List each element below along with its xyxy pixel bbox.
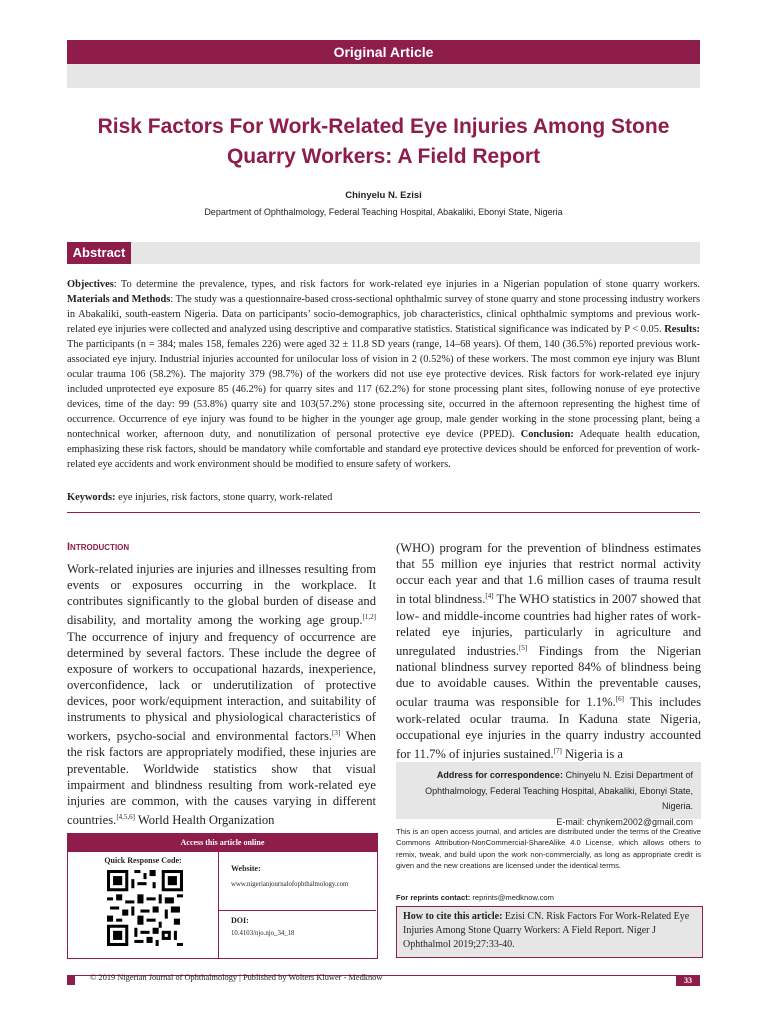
abstract-objectives-text: : To determine the prevalence, types, and risk factors for work-related eye injuries in a Nigerian population of stone quarry workers. xyxy=(113,279,700,290)
citation-ref[interactable]: [6] xyxy=(615,695,624,704)
reprints-email[interactable]: reprints@medknow.com xyxy=(470,893,554,902)
abstract-methods-label: Materials and Methods xyxy=(67,294,171,305)
cite-text: Ezisi CN. Risk Factors For Work-Related Eye Injuries Among Stone Quarry Workers: A Field Report. Niger J Ophthalmol 2019;27:33-40. xyxy=(403,911,690,950)
correspondence-line-1 xyxy=(396,768,693,784)
intro-left-p1: Work-related injuries are injuries and illnesses resulting from events or exposures occurring in the workplace. It contributes significantly to the global burden of disease and disability, and mortality among the working age group. xyxy=(67,562,376,628)
reprints-label: For reprints contact: xyxy=(396,893,471,902)
abstract-conclusion-text: Adequate health education, emphasizing these risk factors, should be mandatory while comfortable and standard eye protective devices should be enforced for prevention of work-related eye accidents and work environment should be modified to ensure safety of workers. xyxy=(67,429,700,470)
keywords-text: eye injuries, risk factors, stone quarry, work-related xyxy=(115,492,333,503)
intro-left-p4: World Health Organization xyxy=(134,812,275,827)
intro-right-p5: Nigeria is a xyxy=(561,746,623,761)
abstract-divider xyxy=(67,512,700,513)
section-banner xyxy=(67,40,700,64)
banner-gray-band xyxy=(67,64,700,88)
keywords-line xyxy=(67,490,700,505)
citation-ref[interactable]: [4] xyxy=(485,592,494,601)
website-label: Website: xyxy=(231,864,261,873)
intro-right-p4: This includes work-related ocular trauma. In Kaduna state Nigeria, occupational eye injuries in the quarry industry accounted for 11.7% of injuries sustained. xyxy=(396,695,701,761)
article-title xyxy=(67,112,700,172)
intro-left-p3: When the risk factors are appropriately modified, these injuries are preventable. Worldwide statistics show that visual impairment and blindness resulting from work-related eye injuries are common, with the causes varying in different countries. xyxy=(67,729,376,827)
qr-label: Quick Response Code: xyxy=(104,856,182,865)
abstract-header-bar xyxy=(67,242,700,264)
correspondence-line1: Chinyelu N. Ezisi Department of xyxy=(562,770,693,780)
correspondence-email[interactable]: E-mail: chynkem2002@gmail.com xyxy=(556,816,693,827)
introduction-right-column xyxy=(396,540,701,762)
title-line-1: Risk Factors For Work-Related Eye Injuries Among Stone xyxy=(97,115,670,138)
title-line-2: Quarry Workers: A Field Report xyxy=(226,145,541,168)
correspondence-line2: Ophthalmology, Federal Teaching Hospital, Abakaliki, Ebonyi State, Nigeria. xyxy=(425,785,693,811)
intro-right-p3: Findings from the Nigerian national blindness survey reported 84% of blindness being due to avoidable causes. Within the preventable causes, ocular trauma was responsible for 1.1%. xyxy=(396,643,701,710)
correspondence-label: Address for correspondence: xyxy=(436,770,563,780)
citation-ref[interactable]: [4,5,6] xyxy=(116,812,135,821)
license-text: This is an open access journal, and articles are distributed under the terms of the Creative Commons Attribution-NonCommercial-ShareAlike 4.0 License, which allows others to remix, tweak, and build upon the work non-commercially, as long as appropriate credit is given and the new creations are licensed under the identical terms. xyxy=(396,827,701,871)
page-number: 33 xyxy=(676,975,700,986)
abstract-results-text: The participants (n = 384; males 158, females 226) were aged 32 ± 11.8 SD years (range, 14–68 years). Of them, 140 (36.5%) reported previous work-associated eye injury. Industrial injuries accounted for unilocular loss of vision in 2 (0.52%) of these workers. The most common eye injury was Blunt ocular trauma 106 (58.2%). The majority 379 (98.7%) of the workers did not use eye protective devices. Risk factors for work-related eye injury included unprotected eye exposure 85 (46.2%) for quarry sites and 117 (62.2%) for stone processing plant sites, following nonuse of eye protective devices, time of the day: 99 (53.8%) quarry site and 103(57.2%) stone processing site, occurred in the afternoon representing the highest time of occurrence. Occurrence of eye injury was found to be higher in the younger age group, male gender working in the stone processing plant, being a nontechnical worker, afternoon duty, and nonutilization of personal protective eye device (PPED). xyxy=(67,339,700,440)
intro-left-p2: The occurrence of injury and frequency of occurrence are determined by several factors. These include the degree of exposure of workers to occupational hazards, inexperience, overconfidence, lack or underutilization of protective devices, poor work/equipment interaction, and suitability of instruments to physical and physiological characteristics of workers, psycho-social and environmental factors. xyxy=(67,629,376,744)
website-url[interactable]: www.nigerianjournalofophthalmology.com xyxy=(231,881,349,888)
doi-label: DOI: xyxy=(231,916,249,925)
citation-box xyxy=(396,906,703,958)
abstract-methods-text: : The study was a questionnaire-based cross-sectional ophthalmic survey of stone quarry and stone processing industry workers in Abakaliki, south-eastern Nigeria. Data on participants’ socio-demographics, job characteristics, clinical ophthalmic symptoms and previous work-related eye injuries were collected and analyzed using descriptive and comparative statistics. Statistical significance was indicated by P < 0.05. xyxy=(67,294,701,335)
keywords-label: Keywords: xyxy=(67,492,116,503)
intro-right-p2: The WHO statistics in 2007 showed that low- and middle-income countries had higher rates of work-related eye injuries, particularly in agriculture and unregulated industries. xyxy=(396,592,702,658)
qr-code-icon[interactable] xyxy=(107,870,183,946)
access-heading: Access this article online xyxy=(68,834,377,852)
citation-ref[interactable]: [7] xyxy=(553,746,562,755)
citation-ref[interactable]: [1,2] xyxy=(362,613,376,622)
qr-column xyxy=(68,852,219,958)
abstract-conclusion-label: Conclusion: xyxy=(520,429,574,440)
section-label: Original Article xyxy=(333,44,434,60)
author-affiliation: Department of Ophthalmology, Federal Teaching Hospital, Abakaliki, Ebonyi State, Nigeria xyxy=(204,207,563,217)
citation-ref[interactable]: [5] xyxy=(519,643,528,652)
abstract-heading: Abstract xyxy=(67,242,131,264)
footer-copyright: © 2019 Nigerian Journal of Ophthalmology | Published by Wolters Kluwer - Medknow xyxy=(90,973,383,982)
abstract-body xyxy=(67,277,700,472)
abstract-objectives-label: Objectives xyxy=(67,279,114,290)
reprints-line xyxy=(396,893,701,902)
doi-value[interactable]: 10.4103/njo.njo_34_18 xyxy=(231,930,295,937)
citation-ref[interactable]: [3] xyxy=(332,729,341,738)
website-row xyxy=(219,852,376,911)
footer-left-marker xyxy=(67,975,75,985)
access-online-box xyxy=(67,833,378,959)
cite-label: How to cite this article: xyxy=(403,911,503,922)
correspondence-box xyxy=(396,762,701,827)
introduction-heading: Introduction xyxy=(67,541,130,553)
author-name: Chinyelu N. Ezisi xyxy=(345,190,422,201)
introduction-left-column xyxy=(67,561,376,828)
intro-right-p1: (WHO) program for the prevention of blindness estimates that 55 million eye injuries that restrict normal activity occur each year and that 1.6 million cases of trauma result in total blindness. xyxy=(396,541,701,607)
abstract-results-label: Results: xyxy=(664,324,700,335)
